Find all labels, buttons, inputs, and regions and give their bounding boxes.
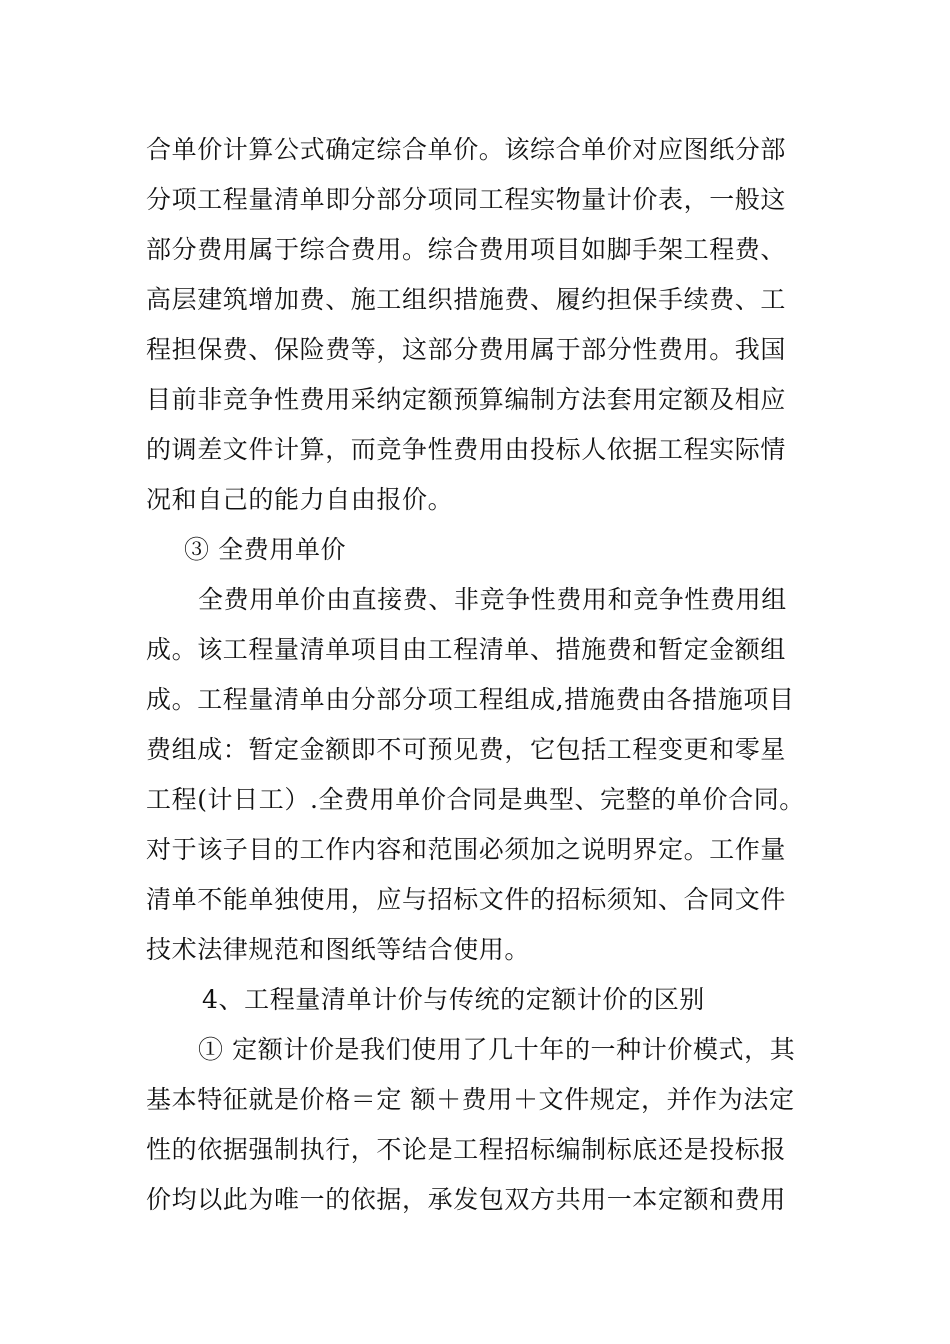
text-line: 分项工程量清单即分部分项同工程实物量计价表，一般这 [146, 185, 787, 214]
section-heading: 4、工程量清单计价与传统的定额计价的区别 [202, 985, 705, 1014]
text-line: 高层建筑增加费、施工组织措施费、履约担保手续费、工 [146, 285, 787, 314]
paragraph-start-line: 全费用单价由直接费、非竞争性费用和竞争性费用组 [198, 585, 787, 614]
text-line: 对于该子目的工作内容和范围必须加之说明界定。工作量 [146, 835, 787, 864]
text-line: 清单不能单独使用，应与招标文件的招标须知、合同文件 [146, 885, 787, 914]
text-line: 基本特征就是价格＝定 额＋费用＋文件规定，并作为法定 [146, 1085, 795, 1114]
text-line: 程担保费、保险费等，这部分费用属于部分性费用。我国 [146, 335, 787, 364]
text-line: 成。工程量清单由分部分项工程组成,措施费由各措施项目 [146, 685, 795, 714]
text-line: 工程(计日工）.全费用单价合同是典型、完整的单价合同。 [146, 785, 805, 814]
document-body [146, 125, 826, 1225]
text-line: 技术法律规范和图纸等结合使用。 [146, 935, 531, 964]
text-line: 价均以此为唯一的依据，承发包双方共用一本定额和费用 [146, 1185, 787, 1214]
text-line: 费组成：暂定金额即不可预见费，它包括工程变更和零星 [146, 735, 787, 764]
text-line: 的调差文件计算，而竞争性费用由投标人依据工程实际情 [146, 435, 787, 464]
paragraph-start-line: ① 定额计价是我们使用了几十年的一种计价模式，其 [198, 1035, 796, 1064]
text-line: 况和自己的能力自由报价。 [146, 485, 454, 514]
text-line: 成。该工程量清单项目由工程清单、措施费和暂定金额组 [146, 635, 787, 664]
text-line: 性的依据强制执行，不论是工程招标编制标底还是投标报 [146, 1135, 787, 1164]
text-line: 目前非竞争性费用采纳定额预算编制方法套用定额及相应 [146, 385, 787, 414]
text-line: 部分费用属于综合费用。综合费用项目如脚手架工程费、 [146, 235, 787, 264]
text-line: 合单价计算公式确定综合单价。该综合单价对应图纸分部 [146, 135, 787, 164]
section-heading: ③ 全费用单价 [184, 535, 347, 564]
